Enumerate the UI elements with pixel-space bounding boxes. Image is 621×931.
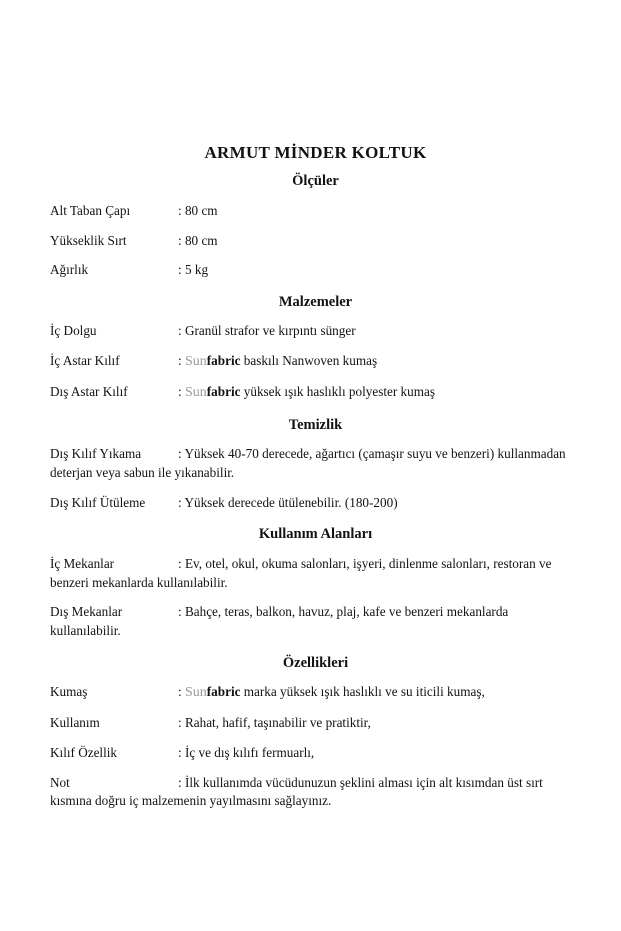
section-heading: Ölçüler [292, 173, 339, 190]
spacer [50, 483, 571, 494]
spacer [50, 512, 571, 526]
spec-label: Yükseklik Sırt [50, 232, 127, 248]
spec-value [178, 353, 377, 368]
document-section [50, 417, 571, 513]
section-heading: Temizlik [288, 416, 343, 433]
spec-row [50, 202, 571, 221]
spec-value: : Rahat, hafif, taşınabilir ve pratiktir, [178, 715, 371, 731]
page-title: ARMUT MİNDER KOLTUK [204, 143, 427, 162]
spacer [50, 733, 571, 744]
document-section [50, 294, 571, 403]
spec-row [50, 261, 571, 280]
spec-row [50, 322, 571, 341]
document-section [50, 655, 571, 811]
spec-row [50, 683, 571, 703]
spec-label: Kılıf Özellik [50, 744, 118, 760]
spacer [50, 372, 571, 383]
spec-label: Alt Taban Çapı [50, 202, 131, 218]
spec-row [50, 383, 571, 403]
spacer [50, 703, 571, 714]
value-suffix: marka yüksek ışık haslıklı ve su iticili kumaş, [240, 684, 485, 700]
spec-row [50, 352, 571, 372]
spacer [50, 434, 571, 445]
value-prefix: : [178, 383, 185, 399]
spec-label: Not [50, 774, 70, 790]
spec-value: : İlk kullanımda vücüdunuzun şeklini alması için alt kısımdan üst sırt kısmına doğru iç malzemenin yayılmasını sağlayınız. [50, 774, 543, 809]
document-section [50, 173, 571, 280]
spacer [50, 250, 571, 261]
spec-value [178, 384, 435, 399]
spec-label: Dış Astar Kılıf [50, 383, 128, 399]
spec-value: : 80 cm [178, 202, 218, 218]
spec-row [50, 744, 571, 763]
spacer [50, 403, 571, 417]
spacer [50, 341, 571, 352]
brand-name-part1: Sun [184, 384, 207, 400]
spec-label: Dış Kılıf Ütüleme [50, 494, 146, 510]
spacer [50, 280, 571, 294]
spec-row [50, 494, 571, 513]
value-suffix: baskılı Nanwoven kumaş [240, 353, 378, 369]
spacer [50, 672, 571, 683]
spec-label: Dış Kılıf Yıkama [50, 446, 142, 462]
spec-label: İç Mekanlar [50, 555, 115, 571]
section-heading: Özellikleri [282, 654, 349, 671]
brand-name-part2: fabric [206, 383, 241, 399]
spec-value: : Ev, otel, okul, okuma salonları, işyeri, dinlenme salonları, restoran ve benzeri mekanlarda kullanılabilir. [50, 555, 552, 590]
spec-label: Kumaş [50, 684, 88, 700]
spec-row [50, 445, 571, 482]
spacer [50, 641, 571, 655]
spec-value: : İç ve dış kılıfı fermuarlı, [178, 744, 315, 760]
spec-value: : Bahçe, teras, balkon, havuz, plaj, kafe ve benzeri mekanlarda kullanılabilir. [50, 604, 509, 639]
spec-label: Dış Mekanlar [50, 604, 123, 620]
spec-row [50, 714, 571, 733]
spec-label: İç Dolgu [50, 323, 97, 339]
spec-row [50, 555, 571, 592]
spec-value [178, 684, 485, 699]
spec-value: : Yüksek derecede ütülenebilir. (180-200) [178, 494, 398, 510]
spacer [50, 592, 571, 603]
spec-row [50, 774, 571, 811]
spec-label: Kullanım [50, 715, 100, 731]
brand-name-part1: Sun [184, 685, 207, 701]
spec-row [50, 232, 571, 251]
spec-value: : 80 cm [178, 232, 218, 248]
sections-container [50, 173, 571, 811]
spacer [50, 221, 571, 232]
value-prefix: : [178, 353, 185, 369]
value-suffix: yüksek ışık haslıklı polyester kumaş [240, 383, 435, 399]
spacer [50, 311, 571, 322]
spec-label: İç Astar Kılıf [50, 353, 120, 369]
brand-name-part2: fabric [206, 684, 241, 700]
section-heading: Kullanım Alanları [258, 526, 373, 543]
spec-value: : Yüksek 40-70 derecede, ağartıcı (çamaşır suyu ve benzeri) kullanmadan deterjan veya sabun ile yıkanabilir. [50, 446, 566, 480]
section-heading: Malzemeler [278, 293, 353, 310]
spec-label: Ağırlık [50, 262, 89, 278]
brand-name-part1: Sun [184, 354, 207, 370]
spacer [50, 763, 571, 774]
document-body [50, 143, 571, 811]
spec-value: : Granül strafor ve kırpıntı sünger [178, 323, 356, 339]
spacer [50, 544, 571, 555]
spec-row [50, 603, 571, 640]
spec-value: : 5 kg [178, 262, 209, 278]
value-prefix: : [178, 684, 185, 700]
brand-name-part2: fabric [206, 353, 241, 369]
document-section [50, 526, 571, 640]
spacer [50, 191, 571, 202]
